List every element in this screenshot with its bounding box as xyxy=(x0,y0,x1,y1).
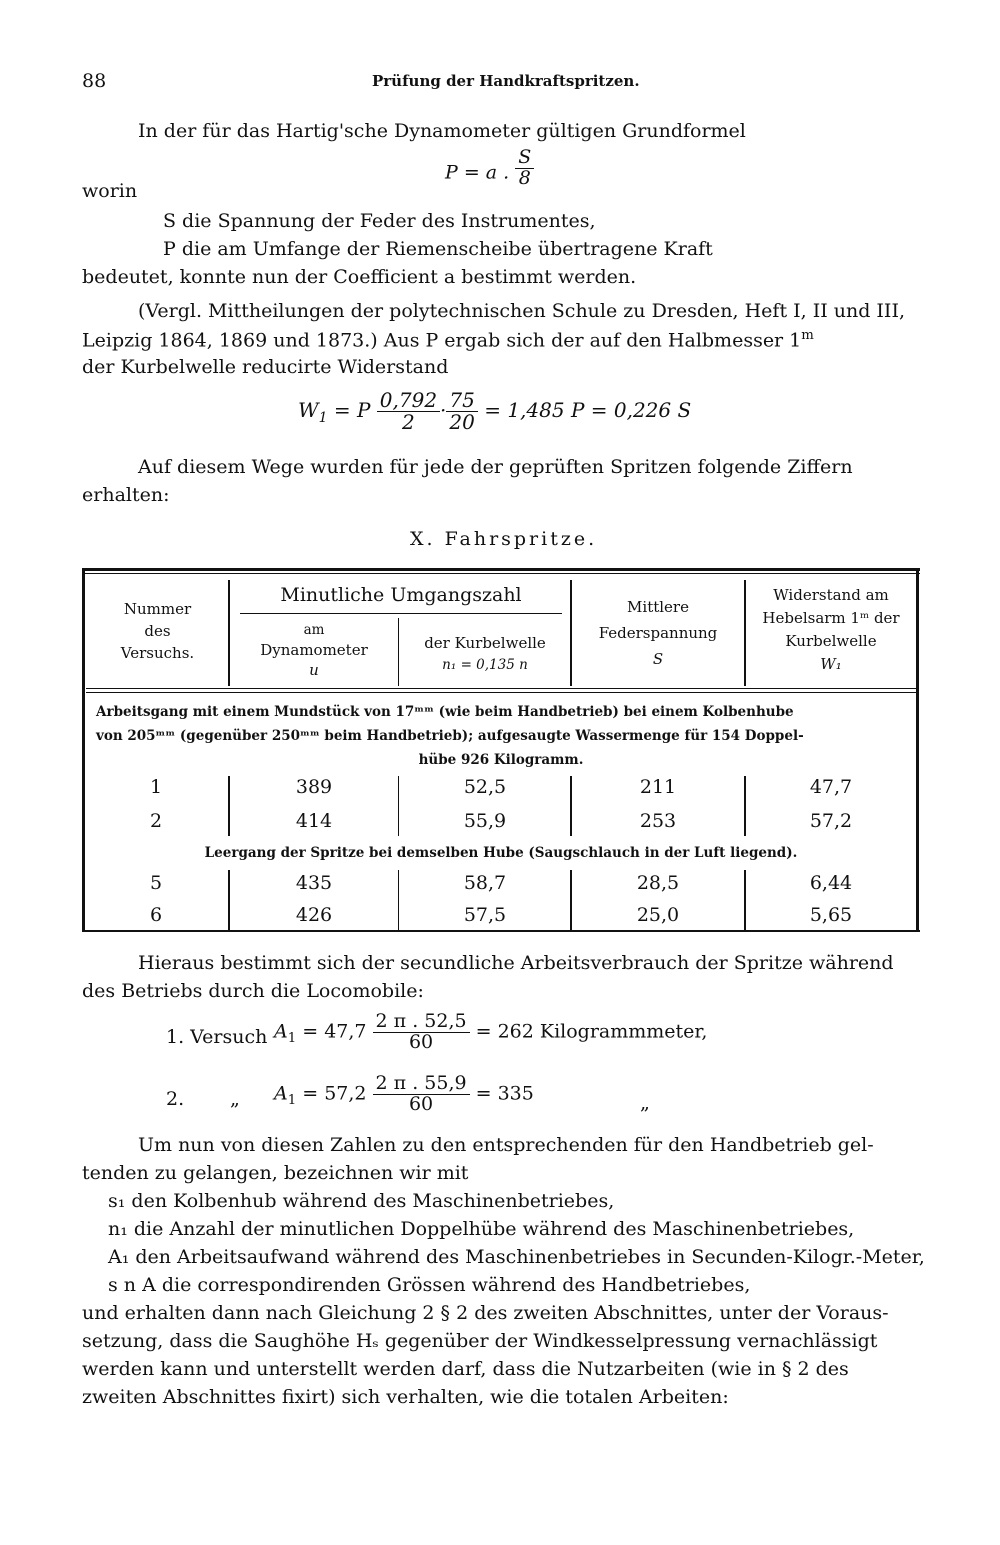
header-umgang: Minutliche Umgangszahl xyxy=(280,584,522,606)
um-def-2: n₁ die Anzahl der minutlichen Doppelhübe während des Maschinenbetriebes, xyxy=(108,1218,855,1240)
header-dyn: Dynamometer xyxy=(260,641,368,659)
hieraus-line-2: des Betriebs durch die Locomobile: xyxy=(82,980,424,1002)
um-cont-2: setzung, dass die Saughöhe Hₛ gegenüber der Windkesselpressung vernachlässigt xyxy=(82,1330,878,1352)
table-row-2-s: 253 xyxy=(639,810,677,832)
um-def-4: s n A die correspondirenden Grössen während des Handbetriebes, xyxy=(108,1274,751,1296)
table-row-2-u: 414 xyxy=(295,810,333,832)
header-w-2: Hebelsarm 1ᵐ der xyxy=(762,609,900,627)
v1-rhs: = 262 Kilogrammmeter, xyxy=(469,1020,708,1043)
header-nummer-1: Nummer xyxy=(123,600,192,618)
table-row-4-n1: 57,5 xyxy=(463,904,507,926)
header-nummer-2: des xyxy=(144,622,171,640)
v1-lhs: A xyxy=(274,1020,288,1043)
um-def-1: s₁ den Kolbenhub während des Maschinenbetriebes, xyxy=(108,1190,615,1212)
table-row-3-s: 28,5 xyxy=(636,872,680,894)
table-row-3-n1: 58,7 xyxy=(463,872,507,894)
v2-eq: = 57,2 xyxy=(296,1082,373,1105)
header-feder xyxy=(574,594,742,672)
table-row-4-u: 426 xyxy=(295,904,333,926)
table-row-1-s: 211 xyxy=(639,776,677,798)
table-row-3-u: 435 xyxy=(295,872,333,894)
header-nummer xyxy=(90,598,225,664)
header-kurbelwelle xyxy=(402,632,568,676)
um-line-1: Um nun von diesen Zahlen zu den entsprechenden für den Handbetrieb gel- xyxy=(138,1134,874,1156)
v1-sub: 1 xyxy=(287,1031,297,1047)
section-1-line-2: von 205ᵐᵐ (gegenüber 250ᵐᵐ beim Handbetrieb); aufgesaugte Wassermenge für 154 Doppel- xyxy=(96,728,804,744)
w-f1-num: 0,792 xyxy=(377,390,440,412)
v2-lhs: A xyxy=(274,1082,288,1105)
table-row-3-nr: 5 xyxy=(149,872,163,894)
vergl-line-3: der Kurbelwelle reducirte Widerstand xyxy=(82,356,449,378)
w-dot: · xyxy=(440,398,447,422)
table-row-2-nr: 2 xyxy=(149,810,163,832)
versuch-2-label: 2. xyxy=(166,1088,185,1110)
table-row-1-n1: 52,5 xyxy=(463,776,507,798)
header-w-4: W₁ xyxy=(820,655,842,673)
hieraus-line-1: Hieraus bestimmt sich der secundliche Arbeitsverbrauch der Spritze während xyxy=(138,952,894,974)
versuch-1-label: 1. Versuch xyxy=(166,1026,268,1048)
table-row-3-w1: 6,44 xyxy=(809,872,853,894)
section-1-text xyxy=(96,700,906,772)
table-row-1-w1: 47,7 xyxy=(809,776,853,798)
w-rhs: = 1,485 P = 0,226 S xyxy=(477,398,692,422)
um-cont-4: zweiten Abschnittes fixirt) sich verhalten, wie die totalen Arbeiten: xyxy=(82,1386,729,1408)
v1-eq: = 47,7 xyxy=(296,1020,373,1043)
section-2-text: Leergang der Spritze bei demselben Hube (Saugschlauch in der Luft liegend). xyxy=(204,845,798,861)
header-u: u xyxy=(309,661,319,679)
w-lhs: W xyxy=(298,398,319,422)
table-row-1-u: 389 xyxy=(295,776,333,798)
table-title: X. Fahrspritze. xyxy=(410,528,598,550)
auf-line-2: erhalten: xyxy=(82,484,170,506)
header-s: S xyxy=(652,650,664,668)
header-am: am xyxy=(303,622,325,638)
table-row-2-n1: 55,9 xyxy=(463,810,507,832)
w-f2-den: 20 xyxy=(449,410,475,434)
formula-den: 8 xyxy=(515,168,534,189)
versuch-1-formula xyxy=(274,1012,707,1053)
formula-w xyxy=(298,390,691,433)
v2-den: 60 xyxy=(408,1092,434,1115)
um-cont-1: und erhalten dann nach Gleichung 2 § 2 des zweiten Abschnittes, unter der Voraus- xyxy=(82,1302,889,1324)
header-mittlere: Mittlere xyxy=(627,598,689,616)
bedeutet-line: bedeutet, konnte nun der Coefficient a bestimmt werden. xyxy=(82,266,637,288)
um-def-3: A₁ den Arbeitsaufwand während des Maschinenbetriebes in Secunden-Kilogr.-Meter, xyxy=(108,1246,925,1268)
header-w-3: Kurbelwelle xyxy=(785,632,877,650)
header-kurbel: der Kurbelwelle xyxy=(424,634,546,652)
auf-line-1: Auf diesem Wege wurden für jede der geprüften Spritzen folgende Ziffern xyxy=(138,456,853,478)
header-widerstand xyxy=(748,584,914,676)
formula-num: S xyxy=(518,146,532,168)
vergl-line-2 xyxy=(82,328,814,351)
vergl-line-1: (Vergl. Mittheilungen der polytechnischen Schule zu Dresden, Heft I, II und III, xyxy=(138,300,905,322)
page-number: 88 xyxy=(82,70,107,92)
v1-den: 60 xyxy=(408,1030,434,1053)
header-federspannung: Federspannung xyxy=(598,624,718,642)
worin: worin xyxy=(82,180,138,202)
v2-num: 2 π . 55,9 xyxy=(373,1074,470,1095)
table-row-4-w1: 5,65 xyxy=(809,904,853,926)
section-1-line-3: hübe 926 Kilogramm. xyxy=(418,752,584,768)
um-line-2: tenden zu gelangen, bezeichnen wir mit xyxy=(82,1162,469,1184)
def-p: P die am Umfange der Riemenscheibe übertragene Kraft xyxy=(163,238,713,260)
def-s: S die Spannung der Feder des Instrumentes, xyxy=(163,210,596,232)
v1-num: 2 π . 52,5 xyxy=(373,1012,470,1033)
header-dynamometer xyxy=(232,620,396,680)
intro-line: In der für das Hartig'sche Dynamometer gültigen Grundformel xyxy=(138,120,746,142)
running-title: Prüfung der Handkraftspritzen. xyxy=(372,72,640,90)
table-row-2-w1: 57,2 xyxy=(809,810,853,832)
w-eq1: = P xyxy=(327,398,377,422)
w-lhs-sub: 1 xyxy=(318,410,328,426)
table-row-1-nr: 1 xyxy=(149,776,163,798)
vergl-line-2-text: Leipzig 1864, 1869 und 1873.) Aus P ergab sich der auf den Halbmesser 1 xyxy=(82,329,802,352)
w-f1-den: 2 xyxy=(402,410,415,434)
unit-m: m xyxy=(801,328,814,343)
w-f2-num: 75 xyxy=(446,390,477,412)
table-row-4-s: 25,0 xyxy=(636,904,680,926)
header-nummer-3: Versuchs. xyxy=(120,644,195,662)
um-cont-3: werden kann und unterstellt werden darf, dass die Nutzarbeiten (wie in § 2 des xyxy=(82,1358,849,1380)
table-row-4-nr: 6 xyxy=(149,904,163,926)
v2-rhs: = 335 xyxy=(469,1082,534,1105)
grundformel xyxy=(445,146,534,189)
section-1-line-1: Arbeitsgang mit einem Mundstück von 17ᵐᵐ (wie beim Handbetrieb) bei einem Kolbenhube xyxy=(96,704,794,720)
versuch-2-ditto-2: „ xyxy=(640,1092,650,1114)
formula-lhs: P = a . xyxy=(445,161,516,184)
versuch-2-ditto: „ xyxy=(230,1088,240,1110)
versuch-2-formula xyxy=(274,1074,534,1115)
v2-sub: 1 xyxy=(287,1093,297,1109)
header-w-1: Widerstand am xyxy=(773,586,889,604)
header-n1: n₁ = 0,135 n xyxy=(442,657,528,673)
